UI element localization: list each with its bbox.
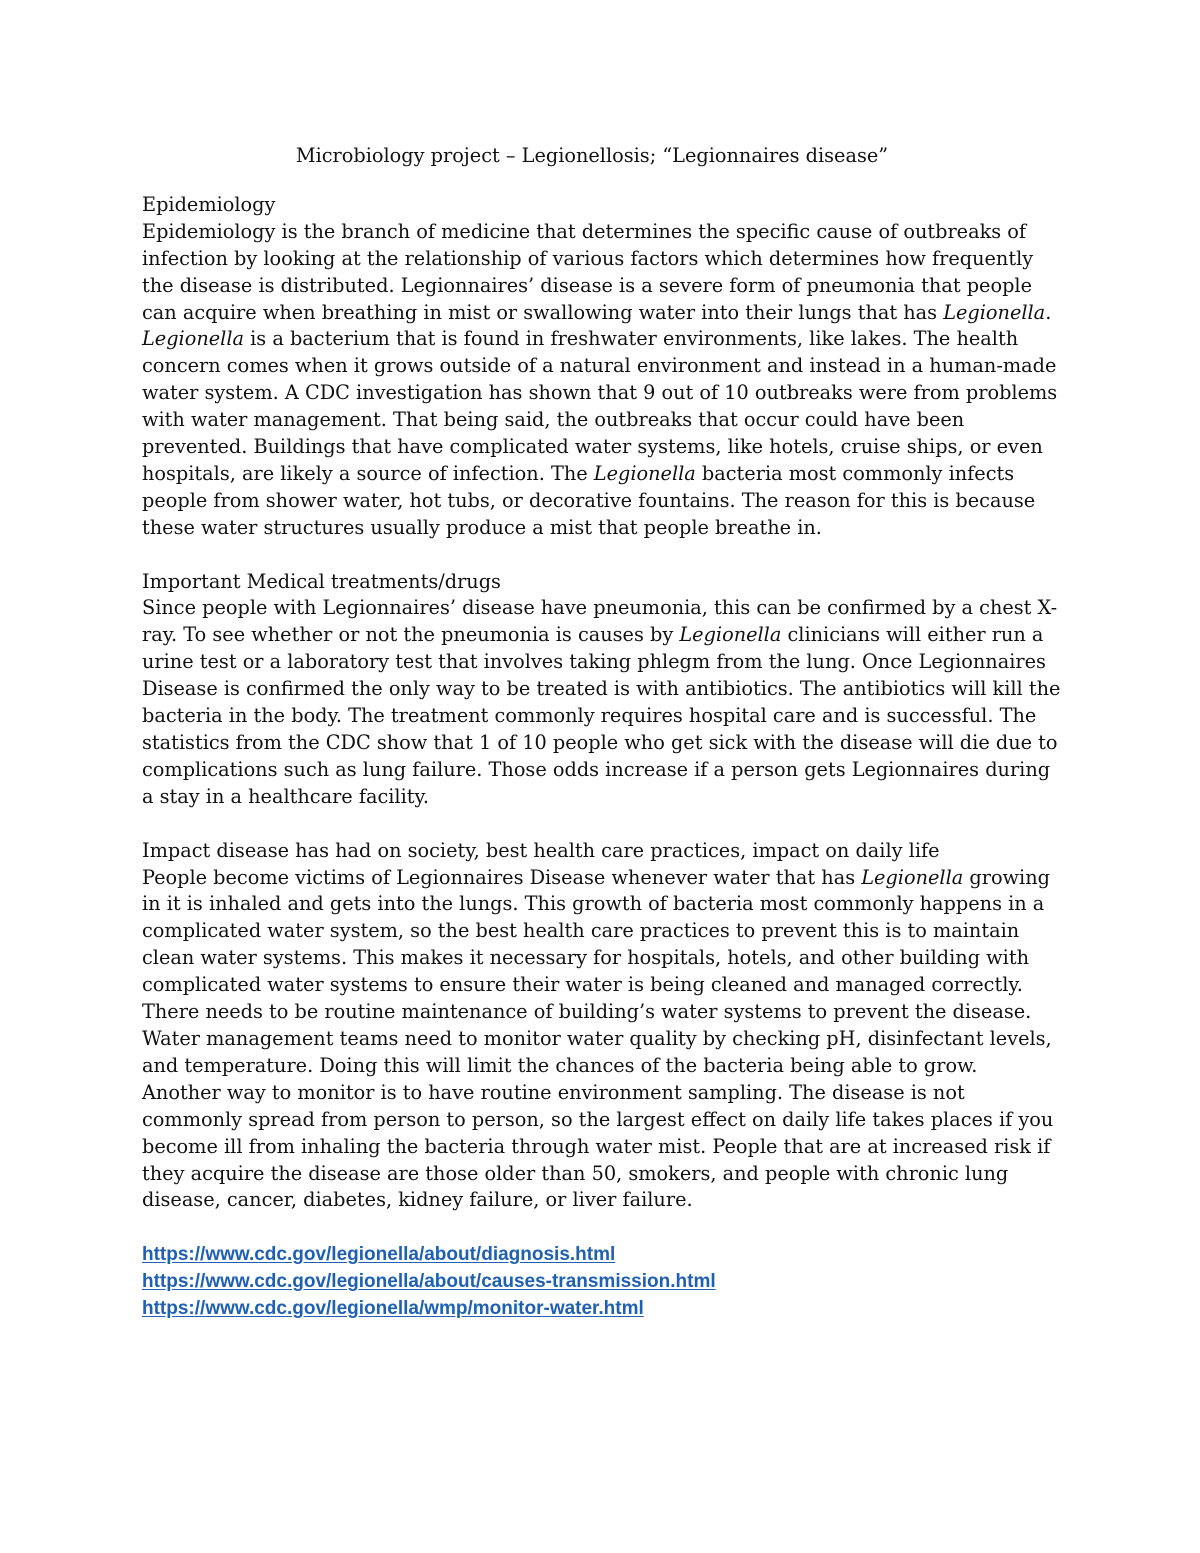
- section-epidemiology: [142, 192, 1062, 542]
- reference-link-diagnosis[interactable]: https://www.cdc.gov/legionella/about/diagnosis.html: [142, 1244, 616, 1266]
- paragraph-text: bacteria most commonly infects people from shower water, hot tubs, or decorative fountains. The reason for this is because these water structures usually produce a mist that people breathe in.: [142, 461, 1036, 539]
- italic-term: Legionella: [679, 623, 782, 647]
- section-heading: Important Medical treatments/drugs: [142, 569, 501, 593]
- document-page: [142, 143, 1062, 1322]
- paragraph-text: Epidemiology is the branch of medicine that determines the specific cause of outbreaks of infection by looking at the relationship of various factors which determines how frequently the disease is distributed. Legionnaires’ disease is a severe form of pneumonia that people can acquire when breathing in mist or swallowing water into their lungs that has: [142, 219, 1034, 324]
- paragraph-text: .: [1045, 300, 1052, 324]
- italic-term: Legionella: [943, 300, 1046, 324]
- section-heading: Epidemiology: [142, 192, 276, 216]
- italic-term: Legionella: [593, 461, 696, 485]
- paragraph-text: growing in it is inhaled and gets into the lungs. This growth of bacteria most commonly happens in a complicated water system, so the best health care practices to prevent this is to maintain clean water systems. This makes it necessary for hospitals, hotels, and other building with complicated water systems to ensure their water is being cleaned and managed correctly. There needs to be routine maintenance of building’s water systems to prevent the disease. Water management teams need to monitor water quality by checking pH, disinfectant levels, and temperature. Doing this will limit the chances of the bacteria being able to grow. Another way to monitor is to have routine environment sampling. The disease is not commonly spread from person to person, so the largest effect on daily life takes places if you become ill from inhaling the bacteria through water mist. People that are at increased risk if they acquire the disease are those older than 50, smokers, and people with chronic lung disease, cancer, diabetes, kidney failure, or liver failure.: [142, 865, 1054, 1212]
- reference-links: [142, 1241, 1062, 1322]
- paragraph-text: Since people with Legionnaires’ disease have pneumonia, this can be confirmed by a chest X-ray. To see whether or not the pneumonia is causes by: [142, 596, 1058, 647]
- section-treatments: [142, 569, 1062, 811]
- section-impact: [142, 838, 1062, 1215]
- section-paragraph: [142, 865, 1062, 1215]
- italic-term: Legionella: [861, 865, 964, 889]
- paragraph-text: is a bacterium that is found in freshwater environments, like lakes. The health concern comes when it grows outside of a natural environment and instead in a human-made water system. A CDC investigation has shown that 9 out of 10 outbreaks were from problems with water management. That being said, the outbreaks that occur could have been prevented. Buildings that have complicated water systems, like hotels, cruise ships, or even hospitals, are likely a source of infection. The: [142, 327, 1058, 485]
- reference-link-causes-transmission[interactable]: https://www.cdc.gov/legionella/about/causes-transmission.html: [142, 1271, 716, 1293]
- section-paragraph: [142, 595, 1062, 810]
- paragraph-text: clinicians will either run a urine test or a laboratory test that involves taking phlegm from the lung. Once Legionnaires Disease is confirmed the only way to be treated is with antibiotics. The antibiotics will kill the bacteria in the body. The treatment commonly requires hospital care and is successful. The statistics from the CDC show that 1 of 10 people who get sick with the disease will die due to complications such as lung failure. Those odds increase if a person gets Legionnaires during a stay in a healthcare facility.: [142, 623, 1061, 808]
- document-title: Microbiology project – Legionellosis; “Legionnaires disease”: [295, 144, 889, 167]
- section-heading: Impact disease has had on society, best health care practices, impact on daily life: [142, 838, 940, 862]
- paragraph-text: People become victims of Legionnaires Disease whenever water that has: [142, 865, 862, 889]
- italic-term: Legionella: [142, 327, 244, 351]
- reference-link-monitor-water[interactable]: https://www.cdc.gov/legionella/wmp/monitor-water.html: [142, 1298, 644, 1320]
- section-paragraph: [142, 219, 1062, 542]
